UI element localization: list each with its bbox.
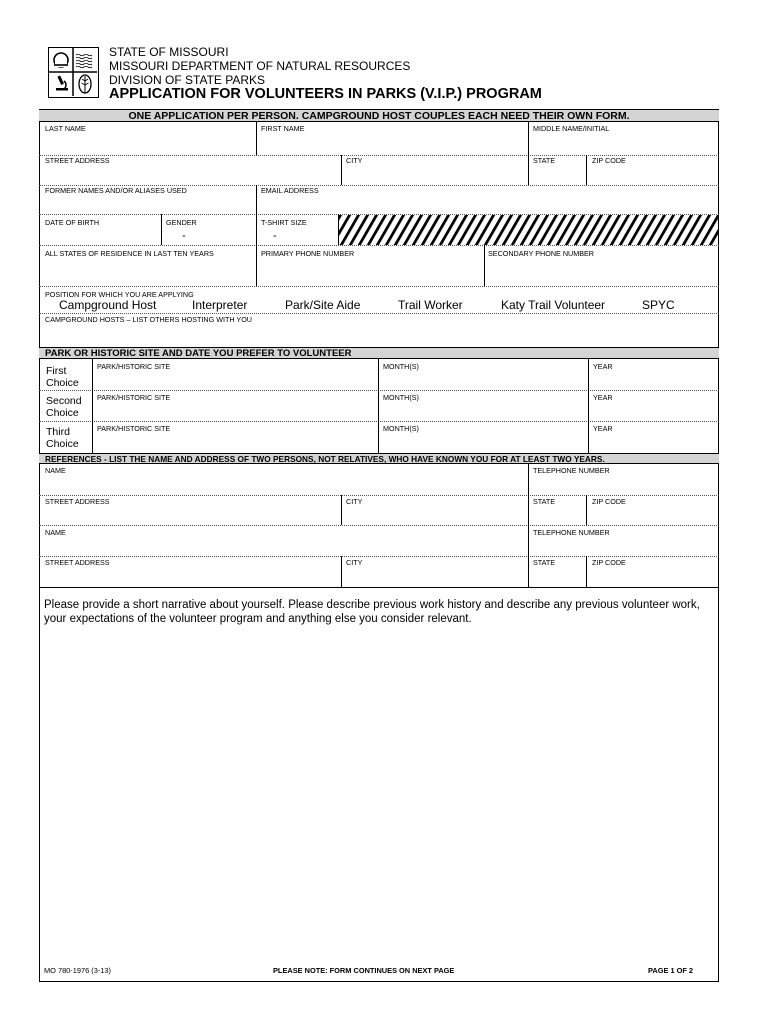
zip-code-label: ZIP CODE	[592, 156, 626, 165]
references-heading: REFERENCES - LIST THE NAME AND ADDRESS OF TWO PERSONS, NOT RELATIVES, WHO HAVE KNOWN YOU FOR AT LEAST TWO YEARS.	[39, 453, 719, 464]
ref1-city-input[interactable]	[345, 508, 524, 523]
ref1-zip-input[interactable]	[591, 508, 714, 523]
tshirt-size-select[interactable]: -	[273, 230, 277, 242]
secondary-phone-label: SECONDARY PHONE NUMBER	[488, 249, 594, 258]
former-names-input[interactable]	[44, 197, 252, 213]
option-campground-host[interactable]: Campground Host	[59, 298, 157, 312]
ref1-name-label: NAME	[45, 466, 66, 475]
ref1-phone-label: TELEPHONE NUMBER	[533, 466, 610, 475]
continue-note: PLEASE NOTE: FORM CONTINUES ON NEXT PAGE	[273, 966, 455, 975]
option-park-site-aide[interactable]: Park/Site Aide	[285, 298, 361, 312]
email-label: EMAIL ADDRESS	[261, 186, 319, 195]
narrative-textarea[interactable]	[44, 632, 714, 958]
state-label: STATE	[533, 156, 556, 165]
dnr-logo	[48, 47, 99, 98]
second-months-input[interactable]	[382, 404, 584, 419]
ref2-city-label: CITY	[346, 558, 363, 567]
second-months-label: MONTH(S)	[383, 393, 419, 402]
ref2-name-input[interactable]	[44, 539, 524, 554]
microscope-icon	[56, 76, 68, 91]
middle-name-input[interactable]	[532, 136, 714, 152]
second-choice-label: Second Choice	[46, 395, 82, 419]
zip-code-input[interactable]	[591, 167, 714, 183]
ref1-street-label: STREET ADDRESS	[45, 497, 110, 506]
ref1-state-input[interactable]	[532, 508, 582, 523]
second-year-input[interactable]	[592, 404, 714, 419]
ref2-zip-input[interactable]	[591, 569, 714, 585]
ref2-state-label: STATE	[533, 558, 556, 567]
campground-hosts-label: CAMPGROUND HOSTS – LIST OTHERS HOSTING WITH YOU	[45, 315, 252, 324]
second-year-label: YEAR	[593, 393, 613, 402]
water-icon	[76, 54, 92, 68]
third-months-input[interactable]	[382, 435, 584, 450]
third-year-label: YEAR	[593, 424, 613, 433]
ref2-phone-label: TELEPHONE NUMBER	[533, 528, 610, 537]
form-title: APPLICATION FOR VOLUNTEERS IN PARKS (V.I.P.) PROGRAM	[109, 86, 542, 102]
first-name-label: FIRST NAME	[261, 124, 305, 133]
date-of-birth-input[interactable]	[44, 229, 157, 244]
ref2-street-input[interactable]	[44, 569, 337, 585]
ref2-phone-input[interactable]	[532, 539, 714, 554]
option-interpreter[interactable]: Interpreter	[192, 298, 248, 312]
ref1-phone-input[interactable]	[532, 477, 714, 493]
gender-label: GENDER	[166, 218, 197, 227]
first-site-label: PARK/HISTORIC SITE	[97, 362, 171, 371]
campground-hosts-input[interactable]	[44, 327, 714, 343]
ref1-street-input[interactable]	[44, 508, 337, 523]
tshirt-size-label: T-SHIRT SIZE	[261, 218, 307, 227]
ref1-name-input[interactable]	[44, 477, 524, 493]
narrative-prompt: Please provide a short narrative about yourself. Please describe previous work history and describe any previous volunteer work, your expectations of the volunteer program and anything else you consider relevant.	[44, 599, 700, 625]
position-label: POSITION FOR WHICH YOU ARE APPLYING	[45, 290, 194, 299]
email-input[interactable]	[260, 197, 714, 213]
state-input[interactable]	[532, 167, 582, 183]
form-number: MO 780-1976 (3-13)	[44, 966, 111, 975]
middle-name-label: MIDDLE NAME/INITIAL	[533, 124, 610, 133]
ref1-state-label: STATE	[533, 497, 556, 506]
first-months-label: MONTH(S)	[383, 362, 419, 371]
ref2-name-label: NAME	[45, 528, 66, 537]
third-site-label: PARK/HISTORIC SITE	[97, 424, 171, 433]
header-division: DIVISION OF STATE PARKS	[109, 73, 266, 87]
first-year-label: YEAR	[593, 362, 613, 371]
first-choice-label: First Choice	[46, 365, 79, 389]
ref2-city-input[interactable]	[345, 569, 524, 585]
ref2-zip-label: ZIP CODE	[592, 558, 626, 567]
second-site-label: PARK/HISTORIC SITE	[97, 393, 171, 402]
first-months-input[interactable]	[382, 373, 584, 388]
header-state: STATE OF MISSOURI	[109, 45, 229, 59]
city-label: CITY	[346, 156, 363, 165]
third-site-input[interactable]	[96, 435, 374, 450]
ref1-zip-label: ZIP CODE	[592, 497, 626, 506]
banner: ONE APPLICATION PER PERSON. CAMPGROUND HOST COUPLES EACH NEED THEIR OWN FORM.	[39, 109, 719, 122]
primary-phone-label: PRIMARY PHONE NUMBER	[261, 249, 355, 258]
primary-phone-input[interactable]	[260, 262, 480, 282]
date-of-birth-label: DATE OF BIRTH	[45, 218, 100, 227]
leaf-icon	[79, 75, 91, 93]
option-katy-trail-volunteer[interactable]: Katy Trail Volunteer	[501, 298, 606, 312]
ref2-street-label: STREET ADDRESS	[45, 558, 110, 567]
street-address-input[interactable]	[44, 167, 337, 183]
city-input[interactable]	[345, 167, 524, 183]
ref1-city-label: CITY	[346, 497, 363, 506]
third-months-label: MONTH(S)	[383, 424, 419, 433]
header-department: MISSOURI DEPARTMENT OF NATURAL RESOURCES	[109, 59, 411, 73]
option-spyc[interactable]: SPYC	[642, 298, 675, 312]
hatched-unused-area	[339, 215, 719, 245]
first-year-input[interactable]	[592, 373, 714, 388]
street-address-label: STREET ADDRESS	[45, 156, 110, 165]
capitol-icon	[54, 53, 68, 67]
last-name-label: LAST NAME	[45, 124, 86, 133]
first-name-input[interactable]	[260, 136, 524, 152]
option-trail-worker[interactable]: Trail Worker	[398, 298, 463, 312]
page-indicator: PAGE 1 OF 2	[648, 966, 694, 975]
gender-select[interactable]: -	[182, 230, 186, 242]
last-name-input[interactable]	[44, 136, 252, 152]
first-site-input[interactable]	[96, 373, 374, 388]
second-site-input[interactable]	[96, 404, 374, 419]
ref2-state-input[interactable]	[532, 569, 582, 585]
third-choice-label: Third Choice	[46, 426, 79, 450]
preference-heading: PARK OR HISTORIC SITE AND DATE YOU PREFER TO VOLUNTEER	[39, 347, 719, 359]
states-of-residence-input[interactable]	[44, 262, 252, 282]
secondary-phone-input[interactable]	[487, 262, 714, 282]
former-names-label: FORMER NAMES AND/OR ALIASES USED	[45, 186, 187, 195]
states-of-residence-label: ALL STATES OF RESIDENCE IN LAST TEN YEARS	[45, 249, 214, 258]
third-year-input[interactable]	[592, 435, 714, 450]
